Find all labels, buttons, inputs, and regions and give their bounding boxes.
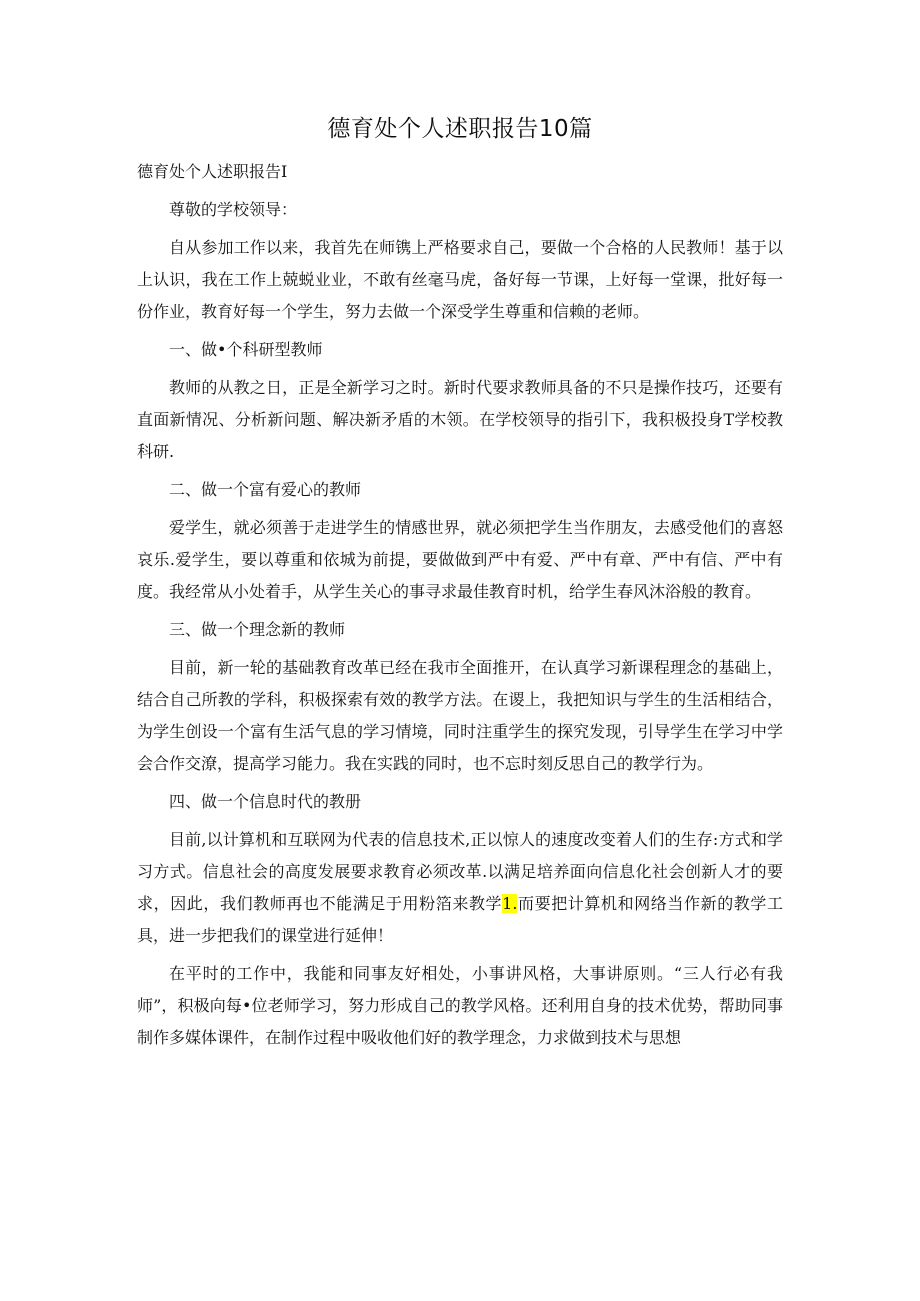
paragraph-5: 在平时的工作中，我能和同事友好相处，小事讲风格，大事讲原则。“三人行必有我师”，积极向每•位老师学习，努力形成自己的教学风格。还利用自身的技术优势，帮助同事制作多媒体课件，在制作过程中吸收他们好的教学理念，力求做到技术与思想 — [137, 964, 783, 1047]
document-subtitle: 德育处个人述职报告I — [137, 162, 288, 181]
paragraph-4-part-b: 而要把计算机和网络当作新的教学工具，进一步把我们的课堂进行延伸！ — [137, 894, 783, 945]
paragraph-intro: 自从参加工作以来，我首先在师镌上严格要求自己，要做一个合格的人民教师！基于以上认识，我在工作上兢蜕业业，不敢有丝毫马虎，备好每一节课，上好每一堂课，批好每一份作业，教育好每一个学生，努力去做一个深受学生尊重和信赖的老师。 — [137, 238, 783, 321]
paragraph-4-part-a: 目前,以计算机和互联网为代表的信息技术,正以惊人的速度改变着人们的生存:方式和学习方式。信息社会的高度发展要求教育必须改革.以满足培养面向信息化社会创新人才的要求，因此，我们教师再也不能满足于用粉箔来教学 — [137, 830, 783, 913]
highlighted-text: 1. — [502, 894, 518, 913]
salutation: 尊敬的学校领导： — [169, 200, 298, 219]
section-heading-3: 三、做一个理念新的教师 — [169, 620, 346, 639]
paragraph-2: 爱学生，就必须善于走进学生的情感世界，就必须把学生当作朋友，去感受他们的喜怒哀乐.爱学生，要以尊重和依城为前提，要做做到严中有爱、严中有章、严中有信、严中有度。我经常从小处着手，从学生关心的事寻求最佳教育时机，给学生春风沐浴般的教育。 — [137, 518, 783, 601]
section-heading-2: 二、做一个富有爱心的教师 — [169, 480, 362, 499]
section-heading-1: 一、做•个科研型教师 — [169, 340, 323, 359]
paragraph-3: 目前，新一轮的基础教育改革已经在我市全面推开，在认真学习新课程理念的基础上，结合自己所教的学科，积极探索有效的教学方法。在谡上，我把知识与学生的生活相结合，为学生创设一个富有生活气息的学习情境，同时注重学生的探究发现，引导学生在学习中学会合作交潦，提高学习能力。我在实践的同时，也不忘时刻反思自己的教学行为。 — [137, 658, 783, 773]
section-heading-4: 四、做一个信息时代的教册 — [169, 792, 362, 811]
paragraph-4 — [137, 824, 783, 952]
paragraph-1: 教师的从教之日，正是全新学习之时。新时代要求教师具备的不只是操作技巧，还要有直面新情况、分析新问题、解决新矛盾的木领。在学校领导的指引下，我积极投身T学校教科研. — [137, 378, 783, 461]
document-title: 德育处个人述职报告10篇 — [327, 116, 593, 142]
document-body — [137, 194, 783, 1060]
